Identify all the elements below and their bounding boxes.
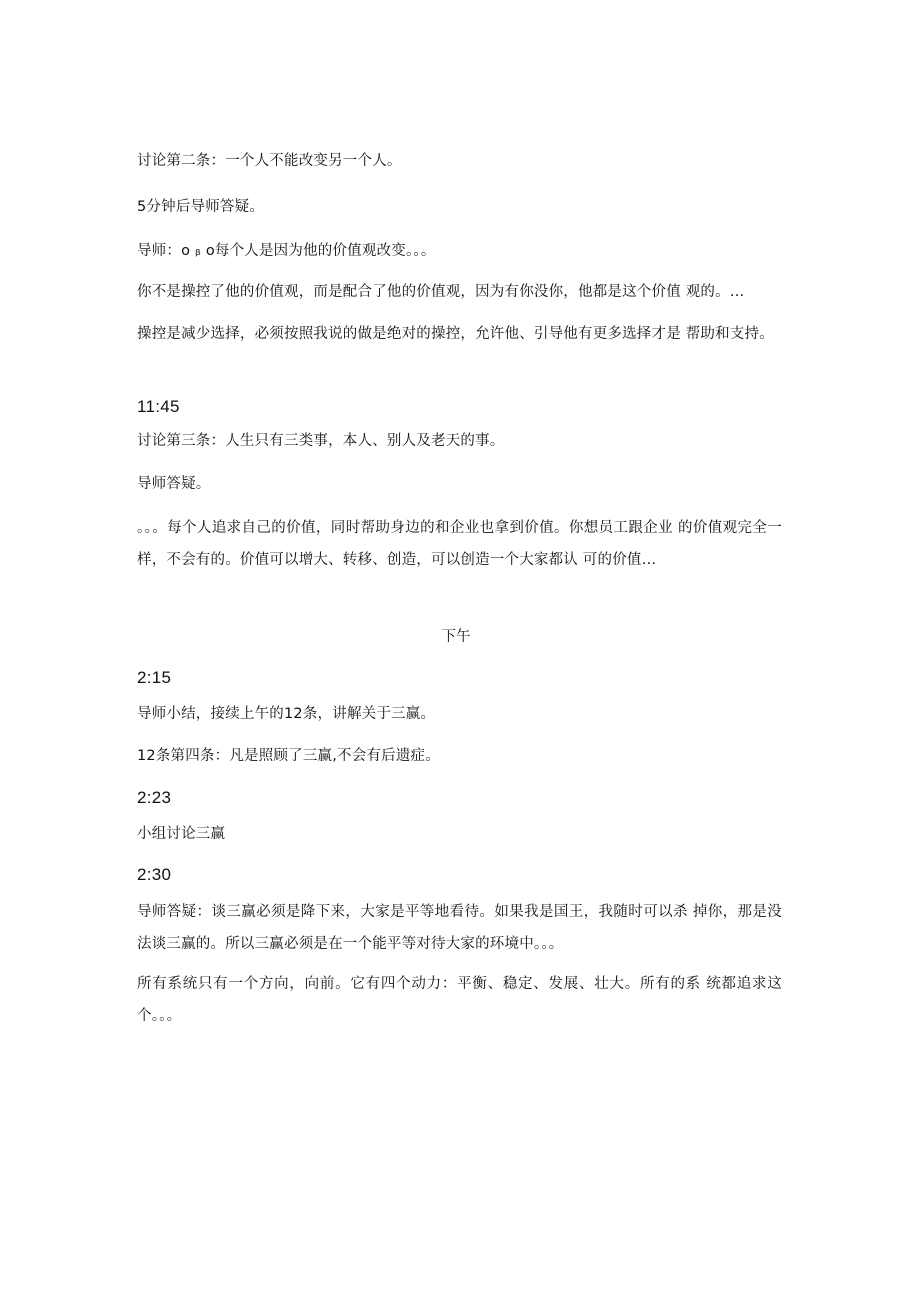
paragraph-manipulate-values: 你不是操控了他的价值观，而是配合了他的价值观，因为有你没你，他都是这个价值 观的。… bbox=[137, 284, 745, 300]
mentor-summary: 导师小结，接续上午的12条，讲解关于三赢。 bbox=[137, 706, 436, 722]
timestamp-2-30: 2:30 bbox=[137, 865, 172, 884]
paragraph-three-win-equality: 导师答疑：谈三赢必须是降下来，大家是平等地看待。如果我是国王，我随时可以杀 掉你，那是没法谈三赢的。所以三赢必须是在一个能平等对待大家的环境中。。。 bbox=[137, 904, 782, 952]
paragraph-system-direction: 所有系统只有一个方向，向前。它有四个动力：平衡、稳定、发展、壮大。所有的系 统都追求这个。。。 bbox=[137, 976, 782, 1024]
paragraph-control-vs-support: 操控是减少选择，必须按照我说的做是绝对的操控，允许他、引导他有更多选择才是 帮助和支持。 bbox=[137, 326, 774, 342]
paragraph-value-pursuit: 。。。每个人追求自己的价值，同时帮助身边的和企业也拿到价值。你想员工跟企业 的价值观完全一样，不会有的。价值可以增大、转移、创造，可以创造一个大家都认 可的价值… bbox=[137, 520, 782, 568]
timestamp-11-45: 11:45 bbox=[137, 397, 180, 416]
article-12-item-4: 12条第四条：凡是照顾了三赢,不会有后遗症。 bbox=[137, 748, 440, 764]
qa-after-5-minutes: 5分钟后导师答疑。 bbox=[137, 199, 265, 215]
timestamp-2-15: 2:15 bbox=[137, 668, 172, 687]
section-heading-afternoon: 下午 bbox=[441, 629, 471, 645]
discussion-item-2: 讨论第二条：一个人不能改变另一个人。 bbox=[137, 153, 402, 169]
mentor-qa: 导师答疑。 bbox=[137, 476, 211, 492]
group-discussion-three-win: 小组讨论三赢 bbox=[137, 826, 226, 842]
timestamp-2-23: 2:23 bbox=[137, 788, 172, 807]
mentor-values-statement: 导师：o ᵦ o每个人是因为他的价值观改变。。。 bbox=[137, 243, 436, 259]
discussion-item-3: 讨论第三条：人生只有三类事，本人、别人及老天的事。 bbox=[137, 433, 505, 449]
